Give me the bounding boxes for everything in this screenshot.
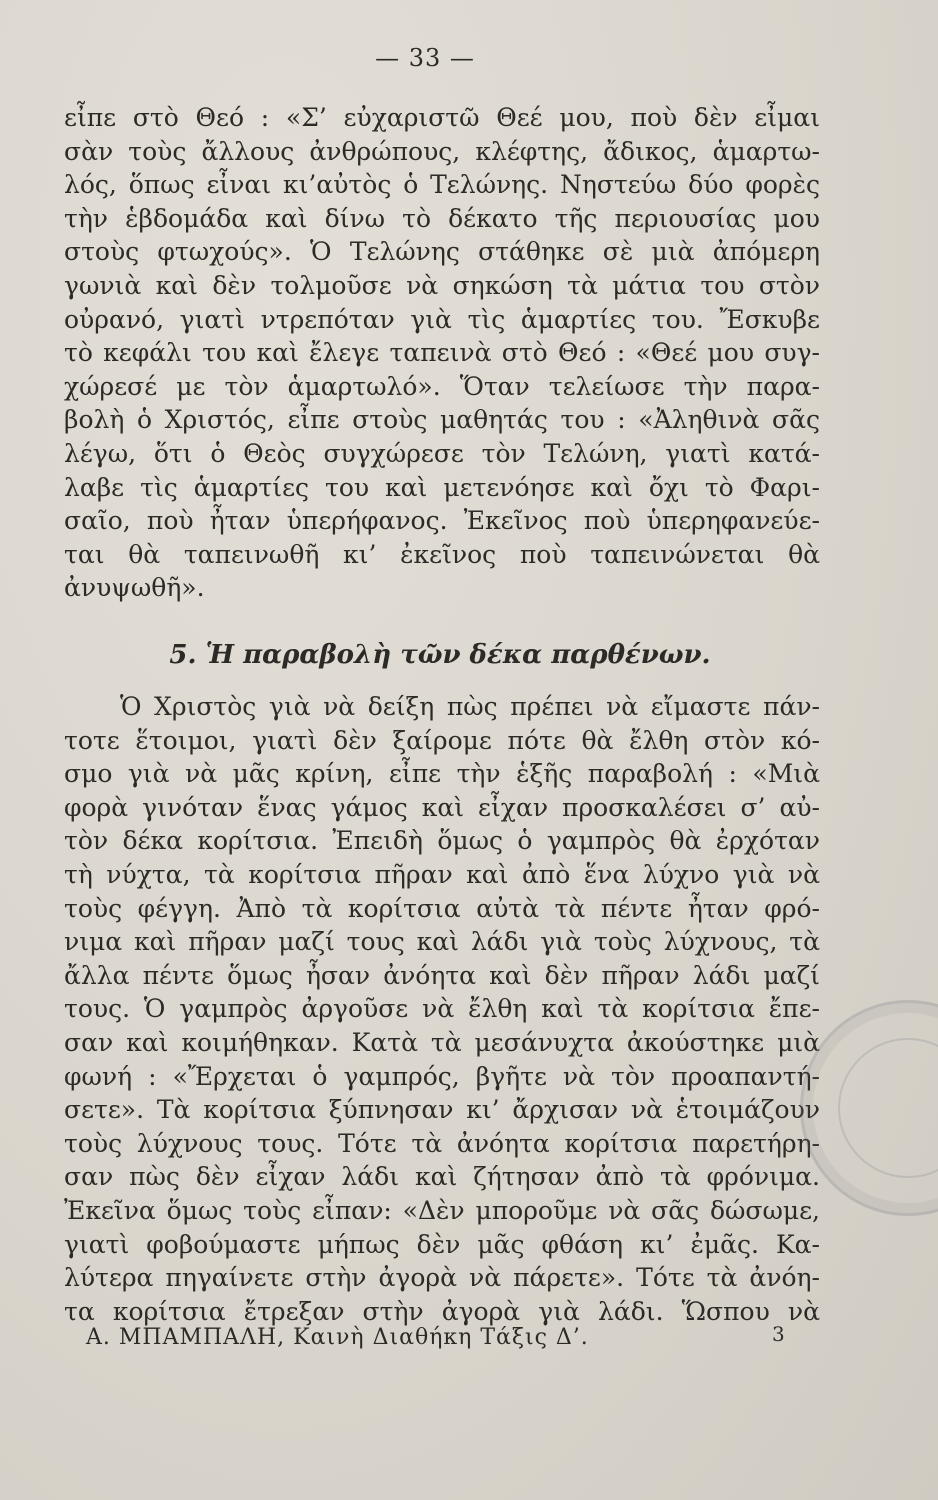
text-line: ται θὰ ταπεινωθῆ κι’ ἐκεῖνος ποὺ ταπεινώνεται θὰ [64, 539, 820, 569]
text-line: τοὺς λύχνους τους. Τότε τὰ ἀνόητα κορίτσια παρετήρη- [64, 1128, 820, 1158]
text-line: τὴν ἑβδομάδα καὶ δίνω τὸ δέκατο τῆς περιουσίας μου [64, 203, 820, 233]
text-line: σμο γιὰ νὰ μᾶς κρίνη, εἶπε τὴν ἑξῆς παραβολή : «Μιὰ [64, 759, 820, 789]
signature-mark: 3 [772, 1322, 785, 1346]
text-line: φορὰ γινόταν ἕνας γάμος καὶ εἶχαν προσκαλέσει σ’ αὐ- [64, 792, 820, 822]
text-line: οὐρανό, γιατὶ ντρεπόταν γιὰ τὶς ἁμαρτίες του. Ἔσκυβε [64, 304, 820, 334]
section-heading: 5. Ἡ παραβολὴ τῶν δέκα παρθένων. [169, 640, 711, 670]
text-line: βολὴ ὁ Χριστός, εἶπε στοὺς μαθητάς του : «Ἀληθινὰ σᾶς [64, 405, 820, 435]
text-line: σαν πὼς δὲν εἶχαν λάδι καὶ ζήτησαν ἀπὸ τὰ φρόνιμα. [64, 1162, 820, 1192]
text-line: τα κορίτσια ἔτρεξαν στὴν ἀγορὰ γιὰ λάδι. Ὥσπου νὰ [64, 1296, 820, 1326]
text-line: τοὺς φέγγη. Ἀπὸ τὰ κορίτσια αὐτὰ τὰ πέντε ἦταν φρό- [64, 893, 820, 923]
text-line: Ὁ Χριστὸς γιὰ νὰ δείξη πὼς πρέπει νὰ εἴμαστε πάν- [120, 692, 820, 721]
text-line: Ἐκεῖνα ὅμως τοὺς εἶπαν: «Δὲν μποροῦμε νὰ σᾶς δώσωμε, [64, 1195, 820, 1225]
page-number: — 33 — [375, 44, 475, 72]
text-line: στοὺς φτωχούς». Ὁ Τελώνης στάθηκε σὲ μιὰ ἀπόμερη [64, 237, 820, 267]
text-line: νιμα καὶ πῆραν μαζί τους καὶ λάδι γιὰ τοὺς λύχνους, τὰ [64, 927, 820, 957]
text-line: λύτερα πηγαίνετε στὴν ἀγορὰ νὰ πάρετε». Τότε τὰ ἀνόη- [64, 1263, 820, 1293]
text-line: σὰν τοὺς ἄλλους ἀνθρώπους, κλέφτης, ἄδικος, ἁμαρτω- [64, 136, 820, 166]
text-line: λέγω, ὅτι ὁ Θεὸς συγχώρεσε τὸν Τελώνη, γιατὶ κατά- [64, 438, 820, 468]
text-line: γιατὶ φοβούμαστε μήπως δὲν μᾶς φθάση κι’ ἐμᾶς. Κα- [64, 1229, 820, 1259]
text-line: εἶπε στὸ Θεό : «Σ’ εὐχαριστῶ Θεέ μου, ποὺ δὲν εἶμαι [64, 103, 820, 132]
text-line: σαῖο, ποὺ ἦταν ὑπερήφανος. Ἐκεῖνος ποὺ ὑπερηφανεύε- [64, 506, 820, 536]
text-block-top [64, 101, 820, 605]
text-line: τους. Ὁ γαμπρὸς ἀργοῦσε νὰ ἔλθη καὶ τὰ κορίτσια ἔπε- [64, 994, 820, 1024]
text-block-section [64, 690, 820, 1328]
text-line: χώρεσέ με τὸν ἁμαρτωλό». Ὅταν τελείωσε τὴν παρα- [64, 371, 820, 401]
text-line: τὸ κεφάλι του καὶ ἔλεγε ταπεινὰ στὸ Θεό : «Θεέ μου συγ- [64, 338, 820, 368]
text-line: σαν καὶ κοιμήθηκαν. Κατὰ τὰ μεσάνυχτα ἀκούστηκε μιὰ [64, 1027, 820, 1057]
text-line: γωνιὰ καὶ δὲν τολμοῦσε νὰ σηκώση τὰ μάτια του στὸν [64, 270, 820, 300]
text-line: ἄλλα πέντε ὅμως ἦσαν ἀνόητα καὶ δὲν πῆραν λάδι μαζί [64, 960, 820, 990]
text-line: λός, ὅπως εἶναι κι’αὐτὸς ὁ Τελώνης. Νηστεύω δύο φορὲς [64, 170, 820, 200]
text-line: ἀνυψωθῆ». [64, 573, 205, 603]
text-line: τὸν δέκα κορίτσια. Ἐπειδὴ ὅμως ὁ γαμπρὸς θὰ ἐρχόταν [64, 826, 820, 856]
text-line: φωνή : «Ἔρχεται ὁ γαμπρός, βγῆτε νὰ τὸν προαπαντή- [64, 1061, 820, 1091]
text-line: τὴ νύχτα, τὰ κορίτσια πῆραν καὶ ἀπὸ ἕνα λύχνο γιὰ νὰ [64, 859, 820, 889]
text-line: σετε». Τὰ κορίτσια ξύπνησαν κι’ ἄρχισαν νὰ ἑτοιμάζουν [64, 1095, 820, 1125]
page-footer: Α. ΜΠΑΜΠΑΛΗ, Καινὴ Διαθήκη Τάξις Δ’. [86, 1325, 589, 1350]
text-line: λαβε τὶς ἁμαρτίες του καὶ μετενόησε καὶ ὄχι τὸ Φαρι- [64, 472, 820, 502]
text-line: τοτε ἕτοιμοι, γιατὶ δὲν ξαίρομε πότε θὰ ἔλθη στὸν κό- [64, 725, 820, 755]
